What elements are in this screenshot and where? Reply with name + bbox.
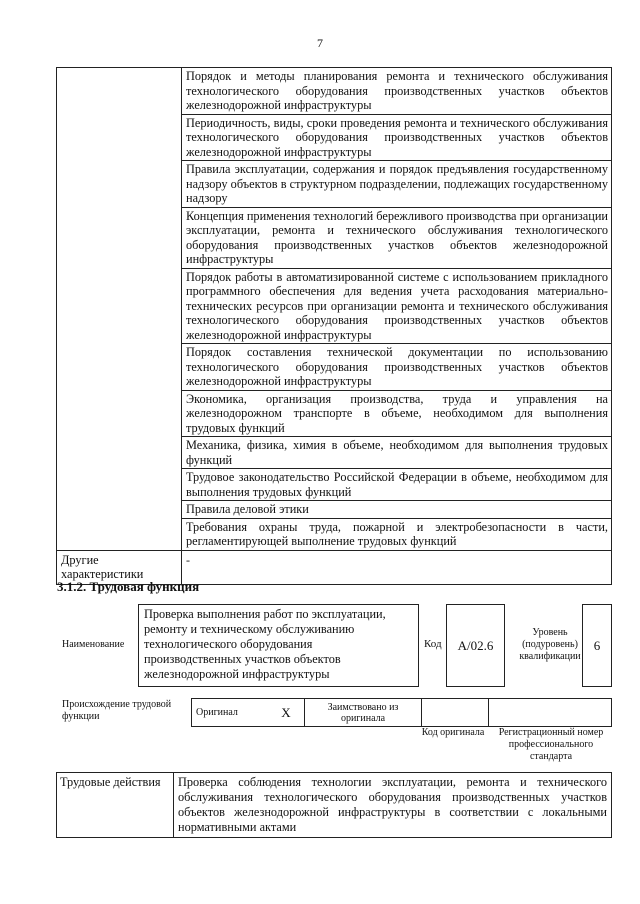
section-title: 3.1.2. Трудовая функция [57, 579, 200, 594]
original-mark: X [268, 699, 305, 727]
other-characteristics-value: - [182, 550, 612, 584]
borrowed-label: Заимствовано из оригинала [305, 699, 422, 727]
knowledge-item: Порядок составления технической документации по использованию технологического оборудования производственных участков объектов железнодорожной инфраструктуры [182, 344, 612, 391]
origin-table [191, 698, 612, 727]
knowledge-row [57, 68, 612, 115]
knowledge-item: Трудовое законодательство Российской Федерации в объеме, необходимом для выполнения трудовых функций [182, 469, 612, 501]
labor-actions-label: Трудовые действия [57, 773, 174, 838]
origin-label: Происхождение трудовой функции [62, 699, 172, 722]
original-code-caption: Код оригинала [421, 727, 485, 738]
required-knowledge-table [56, 67, 612, 585]
function-name-box: Проверка выполнения работ по эксплуатации, ремонту и техническому обслуживанию технологического оборудования производственных участков объектов железнодорожной инфраструктуры [138, 604, 419, 687]
other-characteristics-label: Другие характеристики [57, 550, 182, 584]
labor-actions-value: Проверка соблюдения технологии эксплуатации, ремонта и технического обслуживания технологического оборудования производственных участков объектов железнодорожной инфраструктуры в соответствии с локальными нормативными актами [174, 773, 612, 838]
code-label: Код [424, 638, 442, 650]
registration-number-caption: Регистрационный номер профессионального стандарта [498, 727, 604, 762]
knowledge-item: Периодичность, виды, сроки проведения ремонта и технического обслуживания технологического оборудования производственных участков объектов железнодорожной инфраструктуры [182, 114, 612, 161]
original-label: Оригинал [192, 699, 269, 727]
knowledge-item: Правила эксплуатации, содержания и порядок предъявления государственному надзору объектов в структурном подразделении, подлежащих государственному надзору [182, 161, 612, 208]
qualification-level-label: Уровень (подуровень) квалификации [519, 627, 581, 662]
required-knowledge-label-cell [57, 68, 182, 551]
knowledge-item: Механика, физика, химия в объеме, необходимом для выполнения трудовых функций [182, 437, 612, 469]
page-number: 7 [317, 36, 323, 50]
name-label: Наименование [62, 639, 125, 650]
qualification-level-box: 6 [582, 604, 612, 687]
knowledge-item: Порядок работы в автоматизированной системе с использованием прикладного программного обеспечения для ведения учета расходования материально-технических ресурсов при организации ремонта и технического обслуживания технологического оборудования производственных участков объектов железнодорожной инфраструктуры [182, 268, 612, 344]
knowledge-item: Порядок и методы планирования ремонта и технического обслуживания технологического оборудования производственных участков объектов железнодорожной инфраструктуры [182, 68, 612, 115]
registration-number-cell [489, 699, 612, 727]
labor-actions-table [56, 772, 612, 838]
knowledge-item: Экономика, организация производства, труда и управления на железнодорожном транспорте в объеме, необходимом для выполнения трудовых функций [182, 390, 612, 437]
knowledge-item: Концепция применения технологий бережливого производства при организации эксплуатации, ремонта и технического обслуживания технологического оборудования производственных участков объектов железнодорожной инфраструктуры [182, 207, 612, 268]
knowledge-item: Требования охраны труда, пожарной и электробезопасности в части, регламентирующей выполнение трудовых функций [182, 518, 612, 550]
knowledge-item: Правила деловой этики [182, 501, 612, 519]
original-code-cell [422, 699, 489, 727]
function-code-box: А/02.6 [446, 604, 505, 687]
